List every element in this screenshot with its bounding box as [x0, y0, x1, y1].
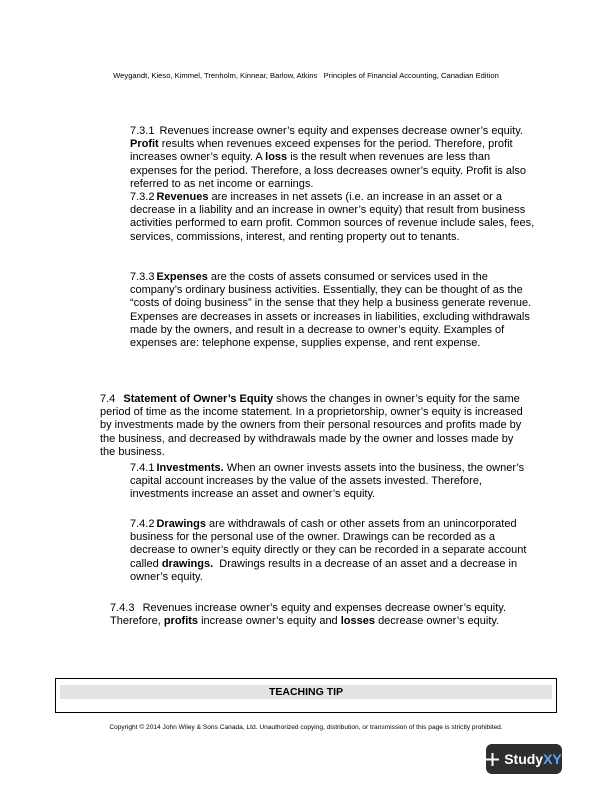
plus-icon: [486, 753, 499, 766]
section-text: are increases in net assets (i.e. an increase in an asset or a decrease in a liability and an increase in owner’s equity) that result from business activities performed to earn profit. Common sources of revenue include sales, fees, services, commissions, interest, and renting property out to tenants.: [130, 191, 535, 243]
section-7-3-2: [130, 191, 540, 244]
header-book-title: Principles of Financial Accounting, Canadian Edition: [323, 71, 499, 80]
section-number: 7.4: [100, 393, 116, 405]
section-text: decrease owner’s equity.: [378, 615, 500, 628]
section-text: When an owner invests assets into the business, the owner’s capital account increases by the value of the assets invested. Therefore, investments increase an asset and owner’s equity.: [130, 462, 525, 501]
term-drawings-account: drawings.: [161, 557, 214, 570]
term-loss: loss: [265, 151, 288, 164]
term-statement-of-owners-equity: Statement of Owner’s Equity: [123, 393, 274, 405]
badge-study-text: Study: [504, 751, 544, 767]
section-7-4-2: [130, 518, 540, 584]
section-text: are withdrawals of cash or other assets from an unincorporated business for the personal use of the owner. Drawings can be recorded as a decrease to owner’s equity directly or they can be recorded in a separate account called: [130, 518, 527, 570]
term-drawings: Drawings: [156, 518, 206, 530]
section-text: are the costs of assets consumed or services used in the company’s ordinary business activities. Essentially, they can be thought of as the “costs of doing business” in the sense that they help a business generate revenue. Expenses are decreases in assets or increases in liabilities, excluding withdrawals made by the owners, and result in a decrease to owner’s equity. Examples of expenses are: telephone expense, supplies expense, and rent expense.: [130, 271, 532, 350]
term-profit: Profit: [130, 138, 159, 151]
term-profits: profits: [163, 615, 199, 628]
section-7-3-1: [130, 125, 540, 191]
section-text: Revenues increase owner’s equity and expenses decrease owner’s equity. Therefore,: [110, 602, 507, 628]
badge-xy-text: XY: [543, 751, 562, 767]
teaching-tip-box: [55, 678, 557, 713]
section-7-4-3: [110, 602, 530, 628]
section-text: Revenues increase owner’s equity and expenses decrease owner’s equity.: [159, 125, 523, 137]
teaching-tip-title: TEACHING TIP: [60, 685, 552, 699]
section-text: results when revenues exceed expenses for the period. Therefore, profit increases owner’s equity. A: [130, 138, 513, 164]
section-7-3-3: [130, 271, 542, 350]
section-number: 7.4.1: [130, 462, 155, 474]
section-7-4: [100, 393, 528, 459]
studyxy-badge[interactable]: [486, 744, 562, 774]
section-text: increase owner’s equity and: [201, 615, 338, 628]
term-investments: Investments.: [156, 462, 224, 474]
section-number: 7.3.2: [130, 191, 155, 203]
section-number: 7.3.3: [130, 271, 155, 283]
section-text: Drawings results in a decrease of an asset and a decrease in owner’s equity.: [130, 557, 518, 583]
term-expenses: Expenses: [156, 271, 208, 283]
section-number: 7.3.1: [130, 125, 155, 137]
copyright-notice: Copyright © 2014 John Wiley & Sons Canada, Ltd. Unauthorized copying, distribution, or transmission of this page is strictly prohibited.: [109, 724, 503, 731]
section-number: 7.4.3: [110, 602, 135, 614]
section-7-4-1: [130, 462, 540, 502]
section-number: 7.4.2: [130, 518, 155, 530]
term-revenues: Revenues: [156, 191, 209, 203]
section-text: shows the changes in owner’s equity for the same period of time as the income statement. In a proprietorship, owner’s equity is increased by investments made by the owners from their personal resources and profits made by the business, and decreased by withdrawals made by the owner and losses made by the business.: [100, 393, 523, 458]
header-authors: Weygandt, Kieso, Kimmel, Trenholm, Kinnear, Barlow, Atkins: [113, 71, 318, 80]
term-losses: losses: [340, 615, 375, 628]
section-text: is the result when revenues are less than expenses for the period. Therefore, a loss decreases owner’s equity. Profit is also referred to as net income or earnings.: [130, 151, 527, 190]
running-header: [0, 71, 612, 80]
